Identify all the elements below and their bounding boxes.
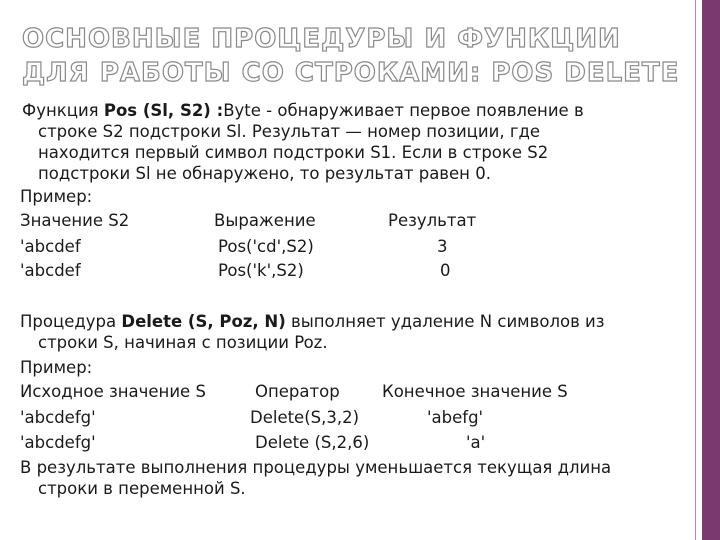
pos-intro-prefix: Функция bbox=[22, 101, 104, 120]
delete-row-1-final: 'abefg' bbox=[427, 408, 484, 427]
delete-intro-rest: выполняет удаление N символов из bbox=[285, 312, 605, 331]
delete-row-2-final: 'a' bbox=[466, 433, 486, 452]
delete-desc-line-2: строки S, начиная с позиции Poz. bbox=[38, 333, 328, 352]
delete-row-1-operator: Delete(S,3,2) bbox=[250, 408, 360, 427]
delete-header-final: Конечное значение S bbox=[382, 382, 568, 401]
pos-row-2-value: 'abcdef bbox=[20, 261, 81, 280]
delete-intro bbox=[20, 311, 605, 332]
delete-header-operator: Оператор bbox=[255, 382, 340, 401]
delete-row-2-initial: 'abcdefg' bbox=[20, 433, 96, 452]
delete-signature: Delete (S, Poz, N) bbox=[121, 312, 286, 331]
pos-row-1-value: 'abcdef bbox=[20, 237, 81, 256]
pos-intro bbox=[22, 100, 584, 121]
delete-row-2-operator: Delete (S,2,6) bbox=[255, 433, 370, 452]
delete-result-line-2: строки в переменной S. bbox=[38, 479, 246, 498]
slide-title-line-1: ОСНОВНЫЕ ПРОЦЕДУРЫ И ФУНКЦИИ bbox=[22, 24, 621, 54]
pos-header-value: Значение S2 bbox=[20, 211, 130, 230]
pos-row-1-result: 3 bbox=[437, 237, 448, 256]
pos-desc-line-4: подстроки Sl не обнаружено, то результат равен 0. bbox=[38, 164, 491, 183]
pos-intro-rest: Byte - обнаруживает первое появление в bbox=[223, 101, 584, 120]
accent-bar bbox=[700, 0, 720, 540]
delete-row-1-initial: 'abcdefg' bbox=[20, 408, 96, 427]
pos-row-1-expression: Pos('cd',S2) bbox=[218, 237, 314, 256]
pos-signature: Pos (Sl, S2) : bbox=[103, 101, 224, 120]
delete-example-label: Пример: bbox=[20, 358, 93, 377]
pos-desc-line-3: находится первый символ подстроки S1. Если в строке S2 bbox=[38, 143, 549, 162]
delete-result-line-1: В результате выполнения процедуры уменьшается текущая длина bbox=[20, 458, 612, 477]
pos-row-2-expression: Pos('k',S2) bbox=[218, 261, 304, 280]
delete-header-initial: Исходное значение S bbox=[20, 382, 206, 401]
accent-bar-outline bbox=[695, 0, 696, 540]
delete-intro-prefix: Процедура bbox=[20, 312, 122, 331]
pos-desc-line-2: строке S2 подстроки Sl. Результат — номер позиции, где bbox=[38, 122, 541, 141]
pos-header-expression: Выражение bbox=[214, 211, 316, 230]
pos-example-label: Пример: bbox=[20, 187, 93, 206]
pos-header-result: Результат bbox=[388, 211, 477, 230]
slide-title-line-2: ДЛЯ РАБОТЫ СО СТРОКАМИ: POS DELETE bbox=[22, 58, 680, 88]
pos-row-2-result: 0 bbox=[440, 261, 451, 280]
